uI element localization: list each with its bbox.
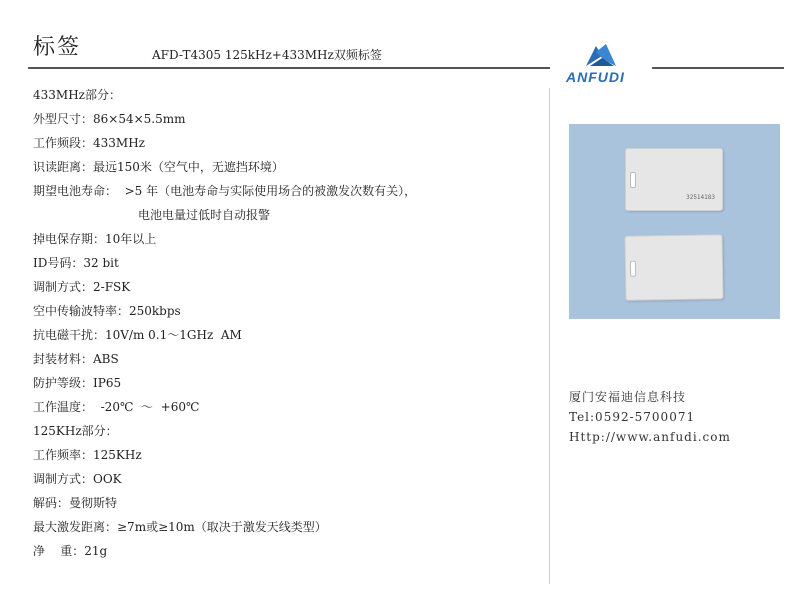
- spec-line: 外型尺寸：86×54×5.5mm: [33, 112, 186, 126]
- card-slot: [630, 261, 636, 277]
- spec-line: 工作频率：125KHz: [33, 448, 142, 462]
- spec-line: 解码：曼彻斯特: [33, 496, 118, 510]
- spec-line: 最大激发距离：≥7m或≥10m（取决于激发天线类型）: [33, 520, 327, 534]
- spec-line: 电池电量过低时自动报警: [138, 208, 271, 222]
- spec-line: 掉电保存期：10年以上: [33, 232, 157, 246]
- company-website: Http://www.anfudi.com: [569, 430, 731, 444]
- spec-list: [33, 83, 543, 563]
- page-title: 标签: [33, 35, 82, 60]
- company-tel: Tel:0592-5700071: [569, 410, 696, 424]
- card-serial: 32514183: [686, 194, 715, 201]
- rfid-card-back: [624, 234, 723, 301]
- logo-text: ANFUDI: [566, 69, 625, 85]
- spec-line: 抗电磁干扰：10V/m 0.1～1GHz AM: [33, 328, 242, 342]
- header-divider-left: [28, 67, 550, 69]
- product-subtitle: AFD-T4305 125kHz+433MHz双频标签: [152, 48, 382, 62]
- company-name: 厦门安福迪信息科技: [569, 390, 687, 404]
- spec-line: 工作频段：433MHz: [33, 136, 145, 150]
- spec-line: 期望电池寿命： >5 年（电池寿命与实际使用场合的被激发次数有关），: [33, 184, 417, 198]
- spec-line: 调制方式：OOK: [33, 472, 122, 486]
- header-divider-right: [652, 67, 784, 69]
- card-slot: [630, 172, 636, 188]
- spec-line: 净 重：21g: [33, 544, 108, 558]
- spec-line: ID号码：32 bit: [33, 256, 119, 270]
- column-divider: [549, 88, 550, 584]
- anfudi-logo: [566, 42, 636, 88]
- spec-line: 防护等级：IP65: [33, 376, 122, 390]
- product-photo: [569, 124, 780, 319]
- rfid-card-front: [625, 148, 723, 211]
- spec-line: 封装材料：ABS: [33, 352, 119, 366]
- spec-line: 调制方式：2-FSK: [33, 280, 131, 294]
- spec-line: 工作温度： -20℃ ～ +60℃: [33, 400, 200, 414]
- spec-line: 125KHz部分：: [33, 424, 118, 438]
- anfudi-logo-icon: [582, 42, 620, 68]
- spec-line: 空中传输波特率：250kbps: [33, 304, 181, 318]
- spec-line: 433MHz部分：: [33, 88, 121, 102]
- spec-line: 识读距离：最远150米（空气中，无遮挡环境）: [33, 160, 284, 174]
- company-info: [569, 387, 789, 447]
